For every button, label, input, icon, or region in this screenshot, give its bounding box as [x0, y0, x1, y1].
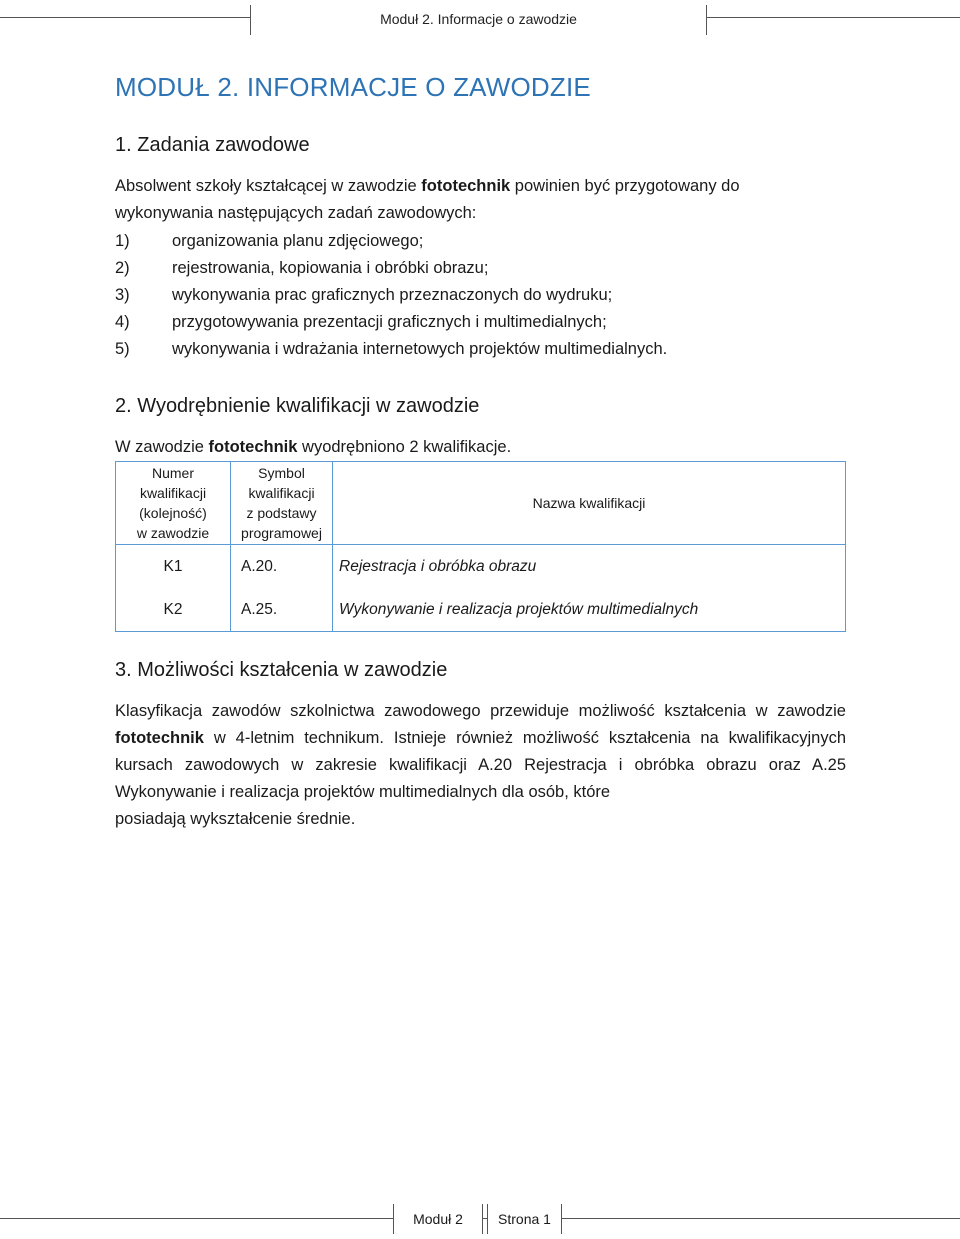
item-number: 1) — [115, 232, 130, 250]
section-2-text-start: W zawodzie — [115, 438, 209, 456]
list-item — [115, 282, 667, 309]
column-header-number — [116, 462, 231, 545]
column-header-symbol — [231, 462, 333, 545]
section-1-intro — [115, 173, 846, 227]
item-text: wykonywania prac graficznych przeznaczonych do wydruku; — [172, 286, 613, 304]
qualification-symbol: A.20. — [231, 545, 333, 589]
header-line: Numer — [151, 465, 194, 481]
item-number: 4) — [115, 313, 130, 331]
intro-line-2: wykonywania następujących zadań zawodowych: — [115, 204, 477, 222]
qualification-name: Rejestracja i obróbka obrazu — [333, 545, 846, 589]
qualification-number: K2 — [116, 588, 231, 632]
item-number: 5) — [115, 340, 130, 358]
item-text: rejestrowania, kopiowania i obróbki obrazu; — [172, 259, 489, 277]
column-header-name — [333, 462, 846, 545]
section-2-text — [115, 434, 846, 461]
item-number: 3) — [115, 286, 130, 304]
header-line: z podstawy — [246, 505, 317, 521]
header-line: w zawodzie — [136, 525, 210, 541]
intro-text: Absolwent szkoły kształcącej w zawodzie — [115, 177, 422, 195]
occupation-name: fototechnik — [208, 438, 298, 456]
footer-module: Moduł 2 — [393, 1204, 483, 1234]
intro-text-end: powinien być przygotowany do — [510, 177, 740, 195]
list-item — [115, 309, 667, 336]
table-row — [116, 545, 846, 589]
qualification-number: K1 — [116, 545, 231, 589]
section-2-text-end: wyodrębniono 2 kwalifikacje. — [297, 438, 512, 456]
page-footer — [393, 1204, 562, 1234]
qualification-symbol: A.25. — [231, 588, 333, 632]
list-item — [115, 336, 667, 363]
header-line: (kolejność) — [139, 505, 207, 521]
list-item — [115, 255, 667, 282]
occupation-name: fototechnik — [421, 177, 511, 195]
occupation-name: fototechnik — [115, 729, 204, 747]
header-line: kwalifikacji — [139, 485, 207, 501]
section-1-heading: 1. Zadania zawodowe — [115, 134, 310, 156]
item-number: 2) — [115, 259, 130, 277]
item-text: przygotowywania prezentacji graficznych i multimedialnych; — [172, 313, 607, 331]
section-3-paragraph — [115, 698, 846, 833]
section-2-heading: 2. Wyodrębnienie kwalifikacji w zawodzie — [115, 395, 480, 417]
header-line: kwalifikacji — [248, 485, 315, 501]
paragraph-text-start: Klasyfikacja zawodów szkolnictwa zawodowego przewiduje możliwość kształcenia w zawodzie — [115, 702, 846, 720]
document-title: MODUŁ 2. INFORMACJE O ZAWODZIE — [115, 72, 591, 102]
section-3-heading: 3. Możliwości kształcenia w zawodzie — [115, 659, 448, 681]
qualification-name: Wykonywanie i realizacja projektów multimedialnych — [333, 588, 846, 632]
header-line: Symbol — [258, 465, 305, 481]
item-text: wykonywania i wdrażania internetowych projektów multimedialnych. — [172, 340, 668, 358]
paragraph-text: w 4-letnim technikum. Istnieje również możliwość kształcenia na kwalifikacyjnych kursach zawodowych w zakresie kwalifikacji A.20 Rejestracja i obróbka obrazu oraz A.25 Wykonywanie i realizacja projektów multimedialnych dla osób, które — [115, 729, 846, 801]
table-header-row — [116, 462, 846, 545]
header-line: programowej — [241, 525, 322, 541]
running-header: Moduł 2. Informacje o zawodzie — [250, 5, 707, 35]
paragraph-last-line: posiadają wykształcenie średnie. — [115, 810, 356, 828]
table-row — [116, 588, 846, 632]
footer-page-number: Strona 1 — [487, 1204, 562, 1234]
header-line: Nazwa kwalifikacji — [532, 495, 646, 511]
tasks-list — [115, 228, 667, 363]
qualifications-table — [115, 461, 846, 632]
list-item — [115, 228, 667, 255]
item-text: organizowania planu zdjęciowego; — [172, 232, 424, 250]
